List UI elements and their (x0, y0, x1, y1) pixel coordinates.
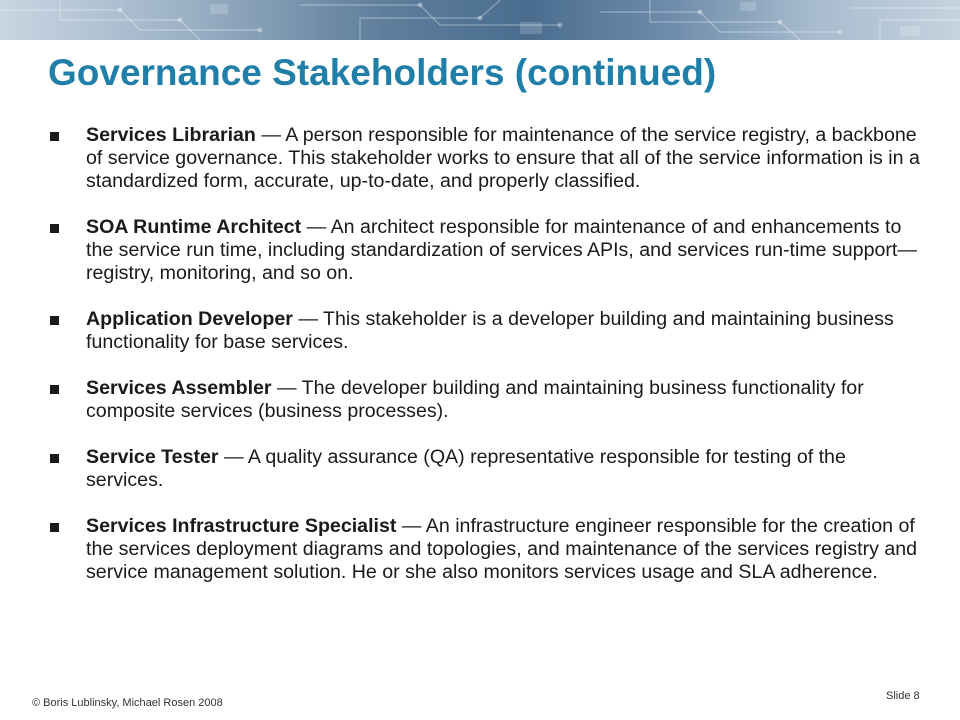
bullet-item-service-tester (50, 446, 920, 492)
circuit-pattern-graphic (0, 0, 960, 40)
square-bullet-icon (50, 523, 59, 532)
bullet-list (50, 124, 920, 607)
bullet-text: — This stakeholder is a developer building and maintaining business functionality for base services. (86, 308, 894, 353)
square-bullet-icon (50, 316, 59, 325)
square-bullet-icon (50, 454, 59, 463)
bullet-text: — The developer building and maintaining business functionality for composite services (business processes). (86, 377, 864, 422)
square-bullet-icon (50, 385, 59, 394)
bullet-term: Services Assembler (86, 377, 272, 399)
bullet-item-services-librarian (50, 124, 920, 193)
bullet-text: — A person responsible for maintenance of the service registry, a backbone of service governance. This stakeholder works to ensure that all of the service information is in a standardized form, accurate, up-to-date, and properly classified. (86, 124, 920, 192)
bullet-item-soa-runtime-architect (50, 216, 920, 285)
bullet-term: Services Infrastructure Specialist (86, 515, 397, 537)
bullet-text: — An architect responsible for maintenance of and enhancements to the service run time, including standardization of services APIs, and services run-time support—registry, monitoring, and so on. (86, 216, 917, 284)
square-bullet-icon (50, 132, 59, 141)
bullet-item-services-assembler (50, 377, 920, 423)
bullet-term: Service Tester (86, 446, 219, 468)
bullet-text: — An infrastructure engineer responsible for the creation of the services deployment diagrams and topologies, and maintenance of the services registry and service management solution. He or she also monitors services usage and SLA adherence. (86, 515, 918, 583)
slide-title: Governance Stakeholders (continued) (48, 52, 717, 93)
square-bullet-icon (50, 224, 59, 233)
bullet-item-application-developer (50, 308, 920, 354)
bullet-item-services-infrastructure-specialist (50, 515, 920, 584)
header-banner (0, 0, 960, 40)
bullet-term: SOA Runtime Architect (86, 216, 302, 238)
slide-number: Slide 8 (886, 690, 920, 702)
copyright-notice: © Boris Lublinsky, Michael Rosen 2008 (32, 697, 223, 709)
bullet-term: Application Developer (86, 308, 293, 330)
bullet-text: — A quality assurance (QA) representative responsible for testing of the services. (86, 446, 846, 491)
bullet-term: Services Librarian (86, 124, 256, 146)
